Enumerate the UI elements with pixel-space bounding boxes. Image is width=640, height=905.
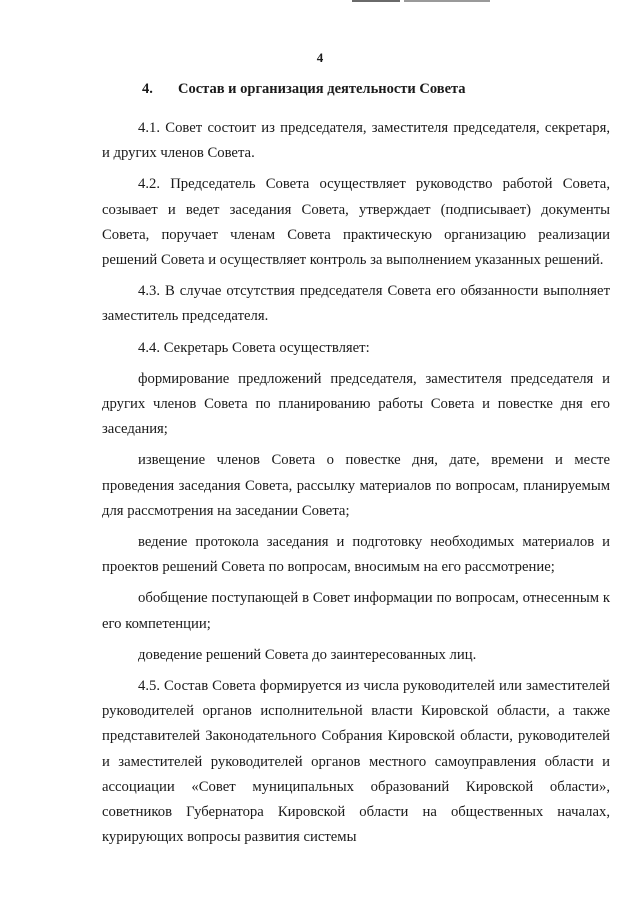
scan-artifact-line [352, 0, 400, 2]
section-heading [142, 81, 466, 98]
secretary-duty-minutes: ведение протокола заседания и подготовку необходимых материалов и проектов решений Совета по вопросам, вносимым на его рассмотрение; [102, 534, 610, 576]
paragraph-4-4: 4.4. Секретарь Совета осуществляет: [138, 339, 370, 356]
section-title-text: Состав и организация деятельности Совета [178, 81, 466, 97]
secretary-duty-notification: извещение членов Совета о повестке дня, дате, времени и месте проведения заседания Совета, рассылку материалов по вопросам, планируемым для рассмотрения на заседании Совета; [102, 452, 610, 519]
secretary-duty-proposals: формирование предложений председателя, заместителя председателя и других членов Совета по планированию работы Совета и повестке дня его заседания; [102, 370, 610, 438]
secretary-duty-summary: обобщение поступающей в Совет информации по вопросам, отнесенным к его компетенции; [102, 590, 610, 632]
scan-artifact-line [404, 0, 490, 2]
page-number: 4 [316, 50, 324, 65]
secretary-duty-communication: доведение решений Совета до заинтересованных лиц. [138, 646, 477, 663]
paragraph-4-2: 4.2. Председатель Совета осуществляет руководство работой Совета, созывает и ведет заседания Совета, утверждает (подписывает) документы Совета, поручает членам Совета практическую организацию реализации решений Совета и осуществляет контроль за выполнением указанных решений. [102, 176, 610, 269]
paragraph-4-5: 4.5. Состав Совета формируется из числа руководителей или заместителей руководителей органов исполнительной власти Кировской области, а также представителей Законодательного Собрания Кировской области, руководителей и заместителей руководителей органов местного самоуправления области и ассоциации «Совет муниципальных образований Кировской области», советников Губернатора Кировской области на общественных началах, курирующих вопросы развития системы [102, 678, 610, 846]
document-body [102, 116, 610, 856]
paragraph-4-1: 4.1. Совет состоит из председателя, заместителя председателя, секретаря, и других членов Совета. [102, 120, 610, 162]
section-number: 4. [142, 81, 153, 97]
paragraph-4-3: 4.3. В случае отсутствия председателя Совета его обязанности выполняет заместитель председателя. [102, 283, 610, 325]
